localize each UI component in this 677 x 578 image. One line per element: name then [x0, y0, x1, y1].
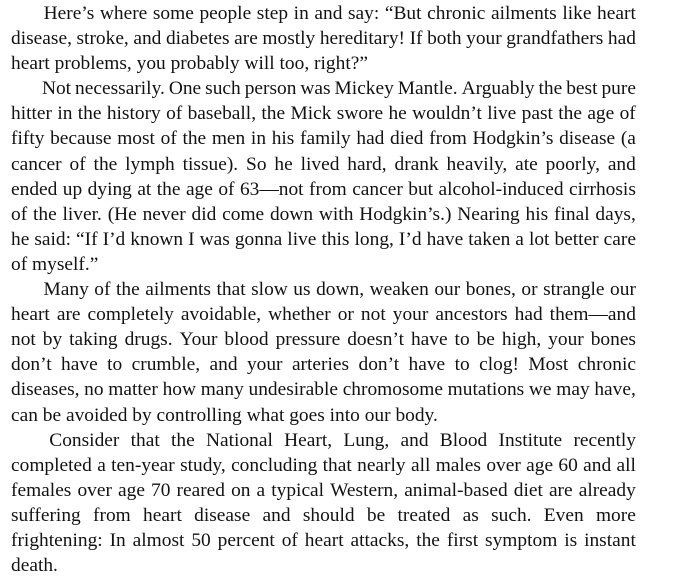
- word: Western,: [330, 479, 399, 501]
- word: never: [142, 203, 186, 225]
- word: he: [274, 153, 293, 175]
- word: suffering: [11, 504, 81, 526]
- text-line: [11, 152, 636, 177]
- word: already: [578, 479, 636, 501]
- word: from: [429, 128, 467, 150]
- word: dying: [87, 178, 132, 200]
- word: are: [234, 28, 258, 50]
- text-line: [11, 277, 636, 302]
- word: bones,: [465, 279, 516, 301]
- word: clog!: [479, 354, 520, 376]
- word: his: [271, 128, 295, 150]
- word: many: [200, 379, 244, 401]
- word: don’t: [358, 354, 400, 376]
- word: over: [77, 479, 112, 501]
- word: Lung,: [343, 429, 390, 451]
- word: and: [400, 429, 429, 451]
- word: completely: [87, 304, 174, 326]
- word: he: [11, 228, 30, 250]
- word: chronic: [427, 3, 486, 24]
- word: had: [356, 128, 385, 150]
- word: poorly,: [545, 153, 600, 175]
- word: our: [434, 279, 461, 301]
- word: heart: [304, 529, 344, 551]
- paragraph-indent: [11, 428, 38, 453]
- text-line: heart problems, you probably will too, right?”: [11, 53, 368, 75]
- word: more: [595, 504, 636, 526]
- word: the: [416, 529, 440, 551]
- word: age: [526, 454, 554, 476]
- word: hitter: [11, 103, 52, 125]
- word: I’d: [398, 228, 422, 250]
- word: with: [318, 203, 354, 225]
- word: have: [426, 228, 464, 250]
- word: concluding: [231, 454, 318, 476]
- word: care: [603, 228, 636, 250]
- word: his: [525, 203, 549, 225]
- word: final: [554, 203, 590, 225]
- word: first: [446, 529, 479, 551]
- word: heart: [597, 3, 636, 24]
- text-line: [11, 528, 636, 553]
- word: Your: [179, 329, 218, 351]
- word: Consider: [49, 429, 120, 451]
- word: and: [583, 454, 612, 476]
- word: the: [261, 103, 286, 125]
- word: person: [244, 78, 297, 100]
- text-line: [11, 177, 636, 202]
- word: and: [262, 504, 291, 526]
- word: this: [321, 228, 350, 250]
- word: and: [314, 3, 343, 24]
- word: better: [554, 228, 599, 250]
- word: a: [515, 228, 524, 250]
- word: such: [205, 78, 241, 100]
- word: (a: [620, 128, 636, 150]
- word: our: [610, 279, 636, 301]
- text-line: [11, 227, 636, 252]
- text-line: death.: [11, 555, 58, 577]
- word: the: [182, 128, 207, 150]
- word: Even: [543, 504, 584, 526]
- word: are: [548, 479, 573, 501]
- word: diet: [513, 479, 543, 501]
- word: was: [199, 228, 230, 250]
- word: your: [246, 354, 283, 376]
- word: cancer: [11, 153, 62, 175]
- text-line: [11, 377, 636, 402]
- word: males: [435, 454, 481, 476]
- word: Most: [528, 354, 569, 376]
- word: to: [454, 354, 470, 376]
- word: heart: [11, 304, 50, 326]
- word: or: [337, 304, 354, 326]
- word: your: [466, 28, 502, 50]
- word: liver.: [62, 203, 102, 225]
- word: are: [56, 304, 81, 326]
- word: alcohol-induced: [438, 178, 564, 200]
- word: doesn’t: [347, 329, 405, 351]
- word: ten-year: [111, 454, 175, 476]
- word: the: [115, 279, 140, 301]
- word: fifty: [11, 128, 45, 150]
- word: live: [487, 103, 517, 125]
- word: If: [409, 28, 423, 50]
- word: and: [607, 153, 636, 175]
- word: pure: [601, 78, 636, 100]
- word: taken: [468, 228, 511, 250]
- word: or: [521, 279, 538, 301]
- word: Hodgkin’s: [472, 128, 554, 150]
- word: on: [231, 479, 251, 501]
- word: study,: [180, 454, 226, 476]
- word: whether: [268, 304, 331, 326]
- word: men: [211, 128, 246, 150]
- word: not: [360, 304, 386, 326]
- word: crumble,: [131, 354, 201, 376]
- word: the: [538, 78, 563, 100]
- word: Not: [41, 78, 72, 100]
- word: disease: [559, 128, 616, 150]
- word: drugs.: [124, 329, 173, 351]
- word: disease: [194, 504, 251, 526]
- word: National: [206, 429, 273, 451]
- word: reared: [176, 479, 225, 501]
- word: frightening:: [11, 529, 103, 551]
- word: matter: [108, 379, 158, 401]
- word: your: [548, 329, 584, 351]
- word: Blood: [439, 429, 488, 451]
- word: your: [392, 304, 429, 326]
- word: said:: [34, 228, 72, 250]
- word: weaken: [369, 279, 429, 301]
- word: have: [410, 329, 448, 351]
- paragraph: [11, 76, 639, 277]
- word: Here’s: [43, 3, 95, 24]
- word: had: [514, 304, 543, 326]
- word: at: [137, 178, 152, 200]
- word: live: [287, 228, 317, 250]
- word: have: [408, 354, 446, 376]
- word: of: [94, 279, 111, 301]
- text-line: [11, 352, 636, 377]
- word: almost: [132, 529, 185, 551]
- word: such.: [491, 504, 532, 526]
- word: 60: [558, 454, 578, 476]
- word: but: [408, 178, 434, 200]
- word: age: [185, 178, 213, 200]
- word: and: [133, 28, 162, 50]
- word: both: [427, 28, 462, 50]
- word: I: [188, 228, 195, 250]
- word: age: [118, 479, 145, 501]
- word: of: [218, 178, 235, 200]
- word: had: [607, 28, 636, 50]
- word: completed: [11, 454, 92, 476]
- text-line: [11, 428, 636, 453]
- word: because: [50, 128, 112, 150]
- word: blood: [224, 329, 269, 351]
- word: baseball,: [187, 103, 257, 125]
- word: undesirable: [248, 379, 338, 401]
- word: all: [410, 454, 431, 476]
- word: ailments: [490, 3, 557, 24]
- word: lived: [300, 153, 340, 175]
- text-line: [11, 327, 636, 352]
- word: by: [42, 329, 63, 351]
- word: stroke,: [76, 28, 129, 50]
- word: Mick: [290, 103, 332, 125]
- word: of: [166, 103, 183, 125]
- word: Arguably: [461, 78, 535, 100]
- word: family: [300, 128, 351, 150]
- word: that: [130, 429, 160, 451]
- word: disease,: [11, 28, 72, 50]
- word: drank: [394, 153, 439, 175]
- text-line: [11, 1, 636, 26]
- word: cirrhosis: [569, 178, 636, 200]
- text-line: [11, 76, 636, 101]
- word: have,: [594, 379, 636, 401]
- word: swore: [336, 103, 384, 125]
- word: come: [222, 203, 265, 225]
- word: necessarily.: [75, 78, 165, 100]
- word: all: [616, 454, 636, 476]
- word: Institute: [498, 429, 563, 451]
- word: diabetes: [165, 28, 230, 50]
- word: strangle: [543, 279, 605, 301]
- word: and: [209, 354, 238, 376]
- word: high,: [501, 329, 542, 351]
- word: a: [97, 454, 106, 476]
- word: taking: [69, 329, 118, 351]
- word: may: [556, 379, 590, 401]
- text-line: [11, 453, 636, 478]
- word: down,: [316, 279, 365, 301]
- word: of: [69, 153, 86, 175]
- word: of: [619, 103, 636, 125]
- word: to: [107, 354, 123, 376]
- word: the: [93, 153, 118, 175]
- word: the: [156, 178, 181, 200]
- word: where: [99, 3, 148, 24]
- word: grandfathers: [506, 28, 604, 50]
- word: lymph: [125, 153, 175, 175]
- word: tissue).: [182, 153, 239, 175]
- word: in: [293, 3, 309, 24]
- text-line: [11, 478, 636, 503]
- word: in: [57, 103, 73, 125]
- word: chromosome: [342, 379, 443, 401]
- word: heart: [143, 504, 182, 526]
- word: us: [293, 279, 311, 301]
- text-line: [11, 302, 636, 327]
- word: lot: [528, 228, 550, 250]
- paragraph: [11, 1, 639, 76]
- word: history: [106, 103, 161, 125]
- word: ancestors: [435, 304, 508, 326]
- word: instant: [584, 529, 636, 551]
- word: bones: [590, 329, 636, 351]
- text-line: [11, 503, 636, 528]
- word: chronic: [577, 354, 636, 376]
- word: slow: [251, 279, 288, 301]
- text-line: [11, 101, 636, 126]
- word: should: [302, 504, 355, 526]
- word: animal-based: [404, 479, 508, 501]
- word: most: [117, 128, 155, 150]
- word: not: [11, 329, 36, 351]
- word: be: [366, 504, 386, 526]
- word: is: [564, 529, 578, 551]
- word: past: [521, 103, 553, 125]
- word: ate: [515, 153, 538, 175]
- word: long,: [354, 228, 394, 250]
- word: of: [281, 529, 298, 551]
- word: Mickey: [334, 78, 394, 100]
- word: died: [390, 128, 424, 150]
- word: age: [587, 103, 615, 125]
- word: was: [300, 78, 331, 100]
- word: Mantle.: [397, 78, 458, 100]
- word: that: [216, 279, 246, 301]
- word: 63—not: [239, 178, 304, 200]
- word: best: [566, 78, 598, 100]
- word: In: [109, 529, 126, 551]
- word: that: [322, 454, 352, 476]
- paragraph-indent: [11, 277, 38, 302]
- word: have: [61, 354, 98, 376]
- word: to: [454, 329, 470, 351]
- word: wouldn’t: [412, 103, 482, 125]
- word: symptom: [485, 529, 558, 551]
- word: I’d: [102, 228, 126, 250]
- text-line: of myself.”: [11, 253, 99, 275]
- word: treated: [397, 504, 451, 526]
- word: nearly: [357, 454, 406, 476]
- word: hard,: [347, 153, 387, 175]
- word: up: [62, 178, 83, 200]
- word: “If: [76, 228, 98, 250]
- word: the: [171, 429, 195, 451]
- word: say:: [348, 3, 380, 24]
- word: hereditary!: [319, 28, 405, 50]
- word: 70: [151, 479, 171, 501]
- word: (He: [107, 203, 137, 225]
- word: mostly: [262, 28, 316, 50]
- word: don’t: [11, 354, 52, 376]
- text-line: [11, 126, 636, 151]
- text-line: [11, 202, 636, 227]
- word: he: [388, 103, 407, 125]
- text-line: [11, 26, 636, 51]
- word: Many: [43, 279, 89, 301]
- word: a: [256, 479, 266, 501]
- word: 50: [191, 529, 211, 551]
- word: ailments: [145, 279, 211, 301]
- word: how: [162, 379, 196, 401]
- word: mutations: [447, 379, 525, 401]
- word: days,: [595, 203, 636, 225]
- word: be: [476, 329, 495, 351]
- word: of: [160, 128, 177, 150]
- word: arteries: [291, 354, 350, 376]
- word: of: [11, 203, 28, 225]
- paragraph: [11, 277, 639, 428]
- paragraph-indent: [11, 76, 38, 101]
- word: no: [84, 379, 104, 401]
- word: them—and: [549, 304, 636, 326]
- word: some: [152, 3, 194, 24]
- body-text-column: [11, 1, 639, 578]
- word: heavily,: [446, 153, 508, 175]
- word: cancer: [352, 178, 403, 200]
- word: “But: [384, 3, 422, 24]
- word: Hodgkin’s.): [359, 203, 452, 225]
- paragraph-indent: [11, 1, 38, 26]
- word: step: [256, 3, 289, 24]
- word: Nearing: [457, 203, 520, 225]
- word: did: [191, 203, 217, 225]
- word: gonna: [234, 228, 283, 250]
- word: diseases,: [11, 379, 80, 401]
- word: the: [32, 203, 57, 225]
- paragraph: [11, 428, 639, 578]
- word: known: [130, 228, 184, 250]
- word: people: [199, 3, 252, 24]
- word: down: [269, 203, 314, 225]
- word: recently: [573, 429, 636, 451]
- word: avoidable,: [180, 304, 262, 326]
- word: we: [528, 379, 552, 401]
- word: the: [77, 103, 102, 125]
- word: One: [168, 78, 202, 100]
- word: ended: [11, 178, 58, 200]
- word: percent: [217, 529, 275, 551]
- word: Heart,: [284, 429, 333, 451]
- word: from: [309, 178, 347, 200]
- word: from: [93, 504, 131, 526]
- word: females: [11, 479, 72, 501]
- word: pressure: [275, 329, 341, 351]
- word: as: [462, 504, 479, 526]
- word: in: [250, 128, 267, 150]
- text-line: can be avoided by controlling what goes into our body.: [11, 404, 438, 426]
- word: attacks,: [350, 529, 410, 551]
- word: typical: [271, 479, 325, 501]
- word: So: [246, 153, 267, 175]
- word: like: [562, 3, 592, 24]
- word: the: [558, 103, 582, 125]
- word: over: [486, 454, 521, 476]
